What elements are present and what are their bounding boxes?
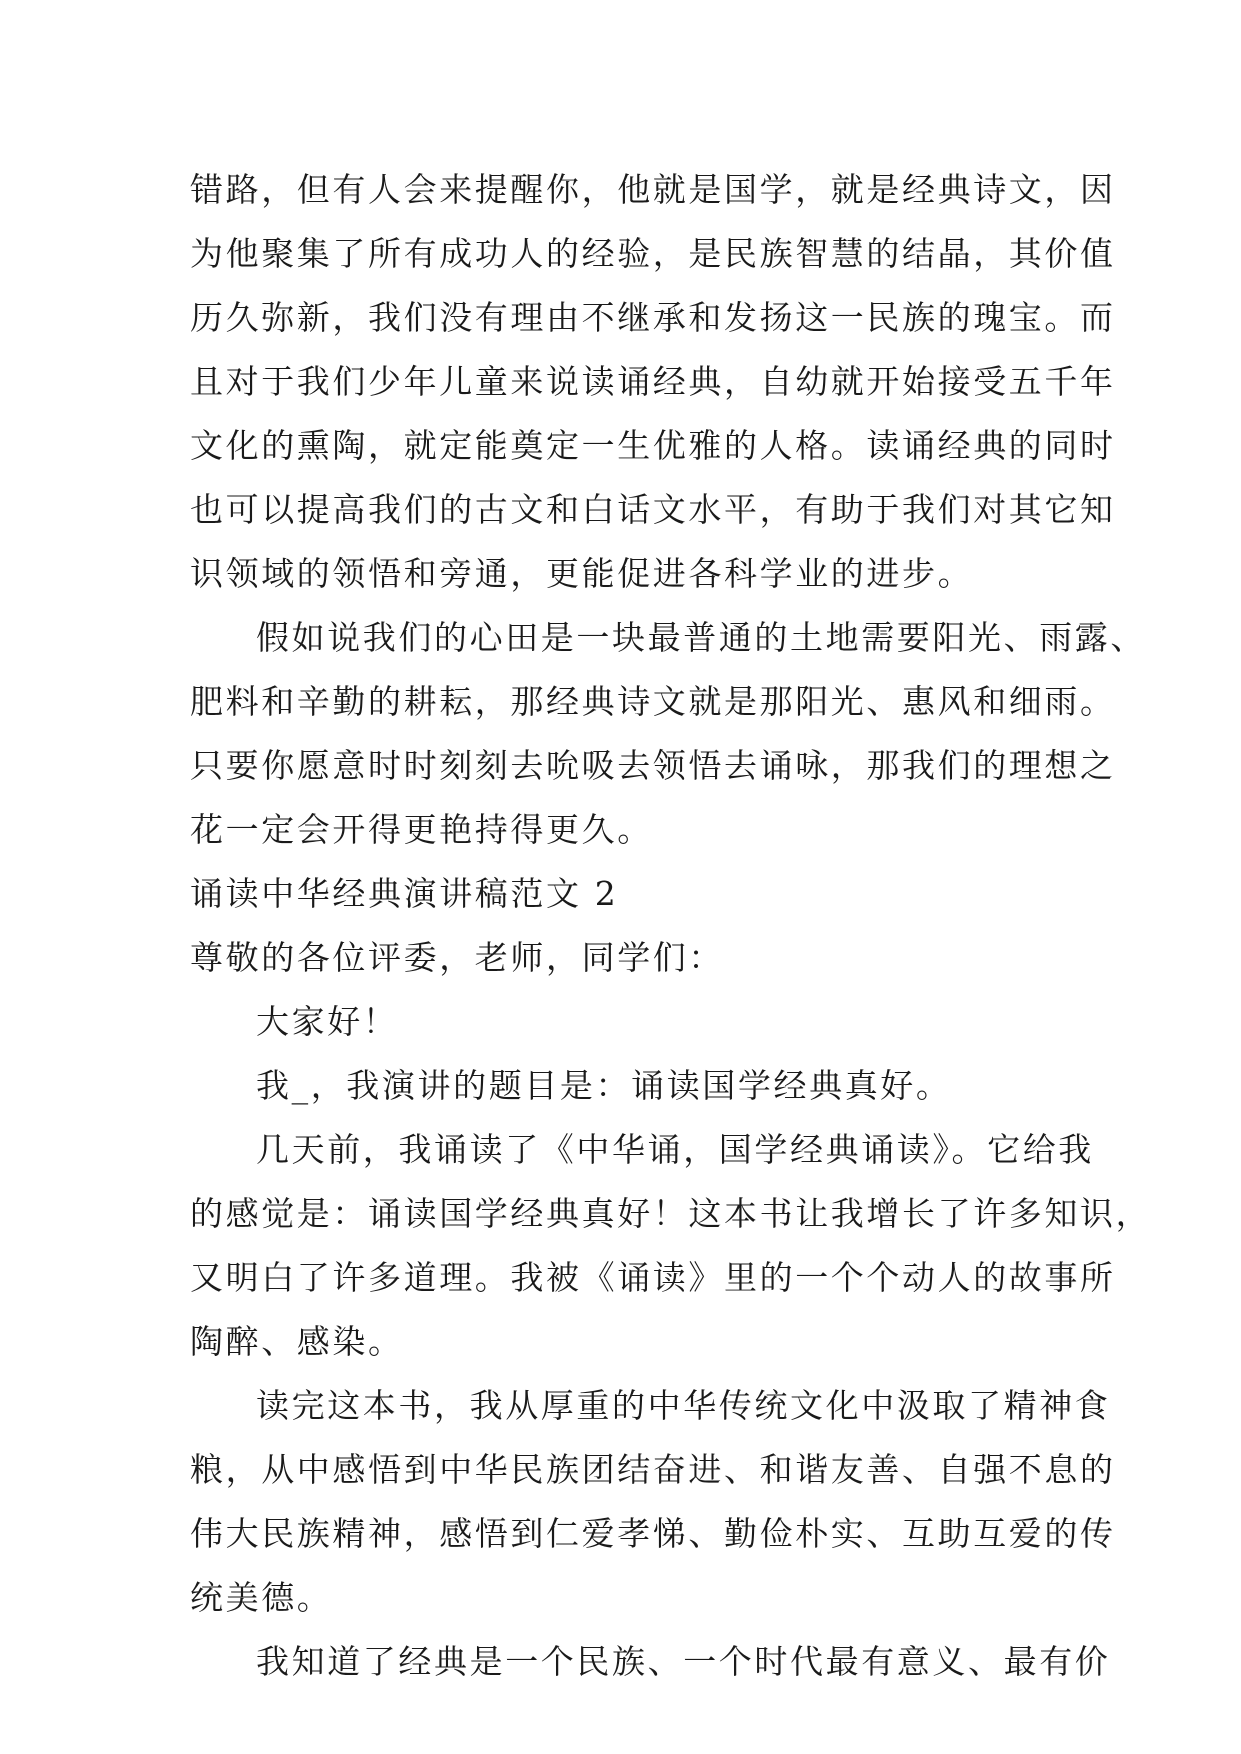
text-line: 肥料和辛勤的耕耘，那经典诗文就是那阳光、惠风和细雨。 <box>190 682 1116 721</box>
text-line: 陶醉、感染。 <box>190 1322 404 1361</box>
text-line: 的感觉是：诵读国学经典真好！这本书让我增长了许多知识， <box>190 1194 1152 1233</box>
text-line: 文化的熏陶，就定能奠定一生优雅的人格。读诵经典的同时 <box>190 426 1116 465</box>
text-line: 伟大民族精神，感悟到仁爱孝悌、勤俭朴实、互助互爱的传 <box>190 1514 1116 1553</box>
text-line: 我知道了经典是一个民族、一个时代最有意义、最有价 <box>256 1642 1111 1681</box>
text-line: 历久弥新，我们没有理由不继承和发扬这一民族的瑰宝。而 <box>190 298 1116 337</box>
text-line: 且对于我们少年儿童来说读诵经典，自幼就开始接受五千年 <box>190 362 1116 401</box>
text-line: 花一定会开得更艳持得更久。 <box>190 810 653 849</box>
text-line: 错路，但有人会来提醒你，他就是国学，就是经典诗文，因 <box>190 170 1116 209</box>
text-line: 也可以提高我们的古文和白话文水平，有助于我们对其它知 <box>190 490 1116 529</box>
text-line: 又明白了许多道理。我被《诵读》里的一个个动人的故事所 <box>190 1258 1116 1297</box>
document-body <box>190 158 1152 1694</box>
text-line: 只要你愿意时时刻刻去吮吸去领悟去诵咏，那我们的理想之 <box>190 746 1116 785</box>
section-heading: 诵读中华经典演讲稿范文 2 <box>190 874 619 913</box>
salutation: 尊敬的各位评委，老师，同学们： <box>190 938 724 977</box>
greeting: 大家好！ <box>256 1002 399 1041</box>
text-line: 我_，我演讲的题目是：诵读国学经典真好。 <box>256 1066 952 1105</box>
text-line: 几天前，我诵读了《中华诵，国学经典诵读》。它给我 <box>256 1130 1094 1169</box>
text-line: 统美德。 <box>190 1578 333 1617</box>
text-line: 为他聚集了所有成功人的经验，是民族智慧的结晶，其价值 <box>190 234 1116 273</box>
text-line: 识领域的领悟和旁通，更能促进各科学业的进步。 <box>190 554 974 593</box>
text-line: 粮，从中感悟到中华民族团结奋进、和谐友善、自强不息的 <box>190 1450 1116 1489</box>
text-line: 假如说我们的心田是一块最普通的土地需要阳光、雨露、 <box>256 618 1146 657</box>
text-line: 读完这本书，我从厚重的中华传统文化中汲取了精神食 <box>256 1386 1111 1425</box>
